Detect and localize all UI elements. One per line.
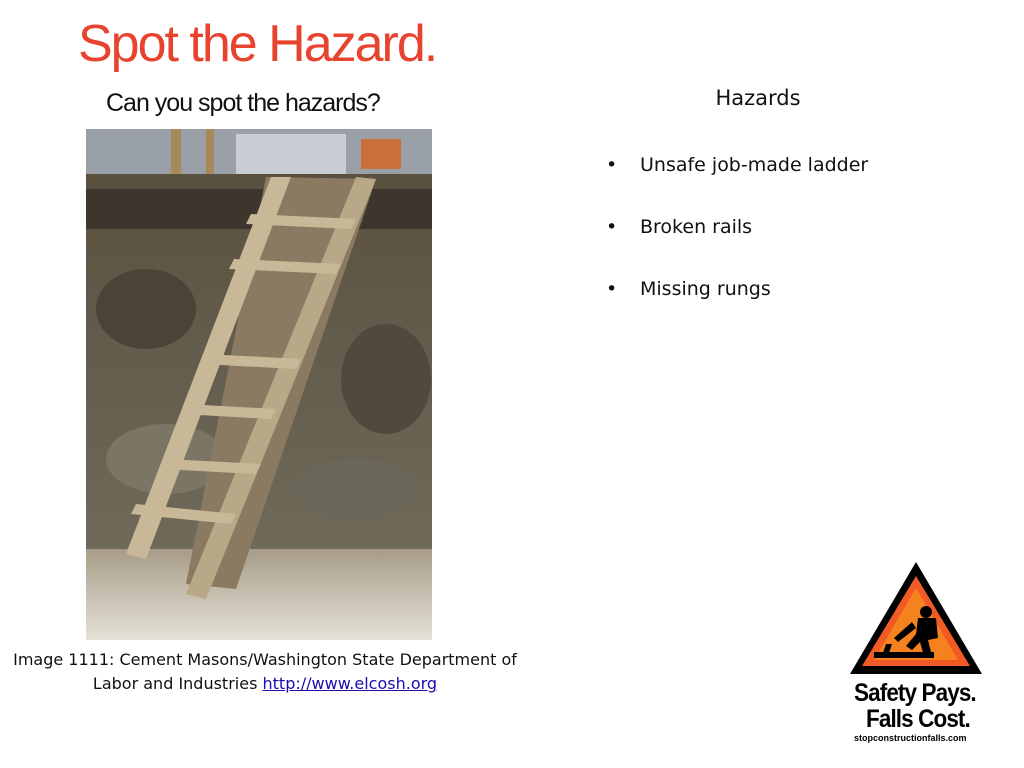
- hazard-text: Missing rungs: [640, 278, 771, 300]
- ladder-photo: [86, 129, 432, 640]
- slide-title: Spot the Hazard.: [78, 15, 437, 73]
- hazard-item: [606, 274, 868, 336]
- logo-tagline-1: Safety Pays.: [854, 679, 976, 707]
- elcosh-link[interactable]: http://www.elcosh.org: [262, 674, 438, 693]
- hazard-text: Broken rails: [640, 216, 753, 238]
- bullet-icon: •: [606, 216, 618, 238]
- hazard-item: [606, 150, 868, 212]
- hazard-list: [606, 150, 868, 336]
- hazards-heading: Hazards: [715, 86, 801, 110]
- image-caption: [10, 648, 520, 696]
- bullet-icon: •: [606, 154, 618, 176]
- safety-logo: [846, 560, 1006, 750]
- caption-text: Image 1111: Cement Masons/Washington State Department of Labor and Industries: [13, 650, 517, 693]
- hazard-text: Unsafe job-made ladder: [640, 154, 869, 176]
- logo-url: stopconstructionfalls.com: [854, 733, 967, 743]
- bullet-icon: •: [606, 278, 618, 300]
- hazard-item: [606, 212, 868, 274]
- slide-subtitle: Can you spot the hazards?: [106, 89, 380, 117]
- logo-tagline-2: Falls Cost.: [866, 705, 970, 733]
- warning-triangle-icon: [846, 560, 1006, 680]
